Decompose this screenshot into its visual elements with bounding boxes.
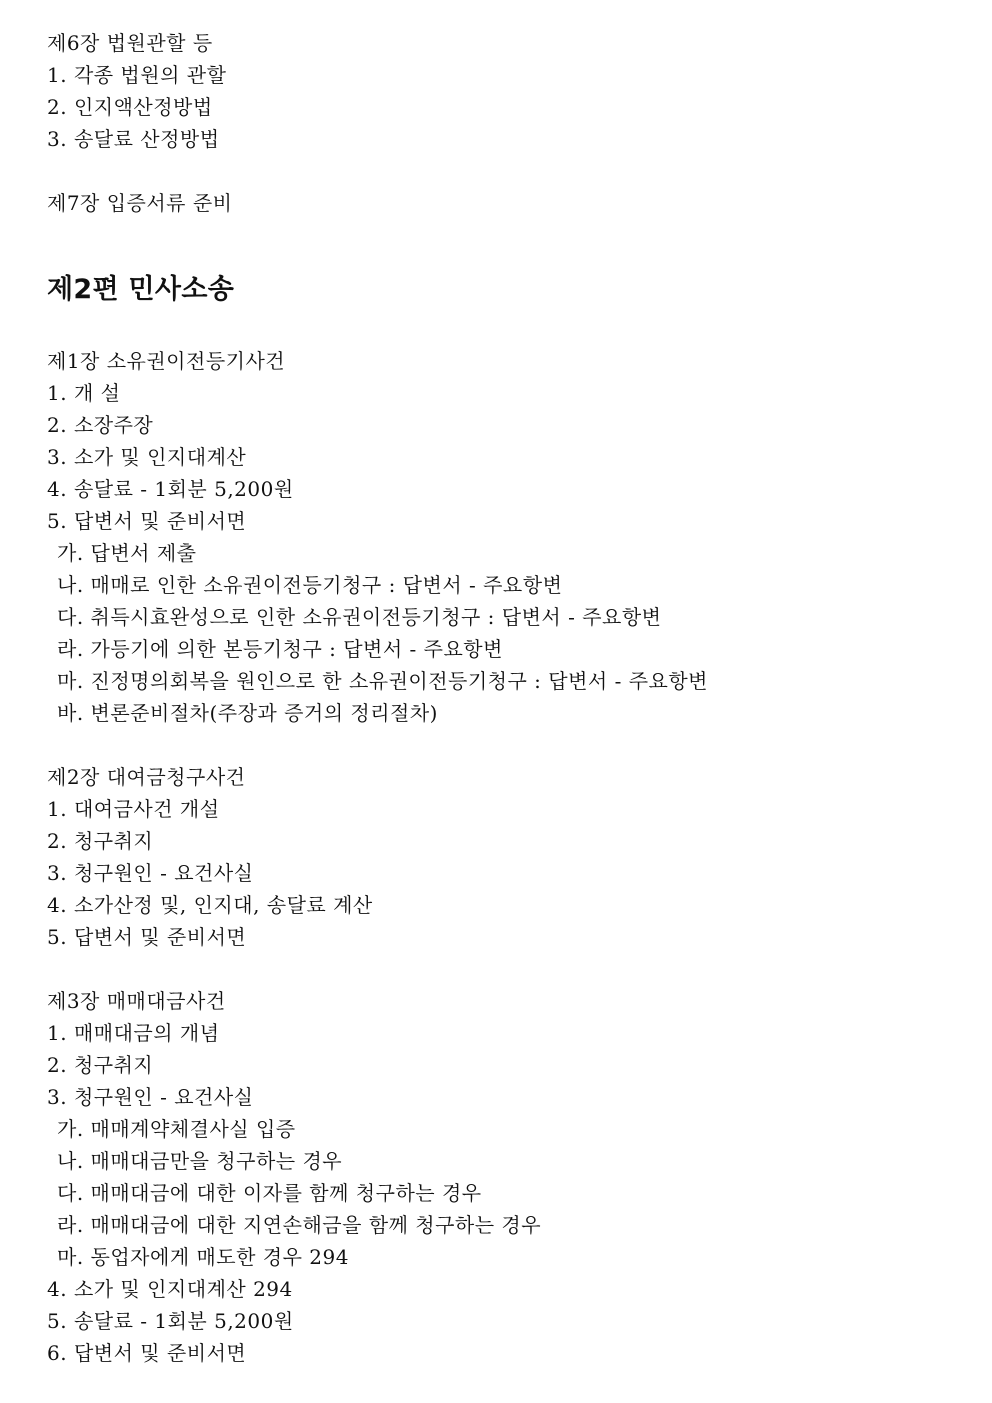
list-item: 2. 소장주장 — [47, 413, 154, 437]
list-item: 3. 청구원인 - 요건사실 — [47, 1085, 254, 1109]
spacer — [47, 729, 947, 761]
part2-chapter-3 — [47, 985, 947, 1369]
list-item: 1. 매매대금의 개념 — [47, 1021, 220, 1045]
chapter-title: 제7장 입증서류 준비 — [47, 191, 233, 215]
sub-list-item: 가. 매매계약체결사실 입증 — [57, 1117, 296, 1141]
list-item: 5. 송달료 - 1회분 5,200원 — [47, 1309, 294, 1333]
spacer — [47, 219, 947, 270]
list-item: 2. 인지액산정방법 — [47, 95, 213, 119]
list-item: 3. 소가 및 인지대계산 — [47, 445, 247, 469]
chapter-6 — [47, 27, 947, 155]
sub-list-item: 마. 동업자에게 매도한 경우 294 — [57, 1245, 349, 1269]
chapter-7 — [47, 187, 947, 219]
list-item: 4. 소가 및 인지대계산 294 — [47, 1277, 293, 1301]
list-item: 1. 각종 법원의 관할 — [47, 63, 227, 87]
sub-list-item: 다. 취득시효완성으로 인한 소유권이전등기청구 : 답변서 - 주요항변 — [57, 605, 662, 629]
sub-list-item: 가. 답변서 제출 — [57, 541, 197, 565]
list-item: 5. 답변서 및 준비서면 — [47, 925, 247, 949]
sub-list-item: 나. 매매로 인한 소유권이전등기청구 : 답변서 - 주요항변 — [57, 573, 563, 597]
sub-list-item: 다. 매매대금에 대한 이자를 함께 청구하는 경우 — [57, 1181, 482, 1205]
list-item: 2. 청구취지 — [47, 829, 154, 853]
list-item: 2. 청구취지 — [47, 1053, 154, 1077]
spacer — [47, 155, 947, 187]
sub-list-item: 나. 매매대금만을 청구하는 경우 — [57, 1149, 343, 1173]
list-item: 1. 대여금사건 개설 — [47, 797, 220, 821]
list-item: 4. 송달료 - 1회분 5,200원 — [47, 477, 294, 501]
chapter-title: 제1장 소유권이전등기사건 — [47, 349, 286, 373]
list-item: 3. 청구원인 - 요건사실 — [47, 861, 254, 885]
sub-list-item: 바. 변론준비절차(주장과 증거의 정리절차) — [57, 701, 438, 725]
list-item: 4. 소가산정 및, 인지대, 송달료 계산 — [47, 893, 373, 917]
list-item: 3. 송달료 산정방법 — [47, 127, 220, 151]
part2-chapter-1 — [47, 345, 947, 729]
document-page — [47, 27, 947, 1369]
chapter-title: 제6장 법원관할 등 — [47, 31, 213, 55]
list-item: 1. 개 설 — [47, 381, 121, 405]
chapter-title: 제3장 매매대금사건 — [47, 989, 226, 1013]
part2-chapter-2 — [47, 761, 947, 953]
sub-list-item: 라. 가등기에 의한 본등기청구 : 답변서 - 주요항변 — [57, 637, 503, 661]
part-title: 제2편 민사소송 — [47, 274, 235, 305]
sub-list-item: 마. 진정명의회복을 원인으로 한 소유권이전등기청구 : 답변서 - 주요항변 — [57, 669, 708, 693]
spacer — [47, 953, 947, 985]
list-item: 6. 답변서 및 준비서면 — [47, 1341, 247, 1365]
sub-list-item: 라. 매매대금에 대한 지연손해금을 함께 청구하는 경우 — [57, 1213, 542, 1237]
chapter-title: 제2장 대여금청구사건 — [47, 765, 246, 789]
list-item: 5. 답변서 및 준비서면 — [47, 509, 247, 533]
